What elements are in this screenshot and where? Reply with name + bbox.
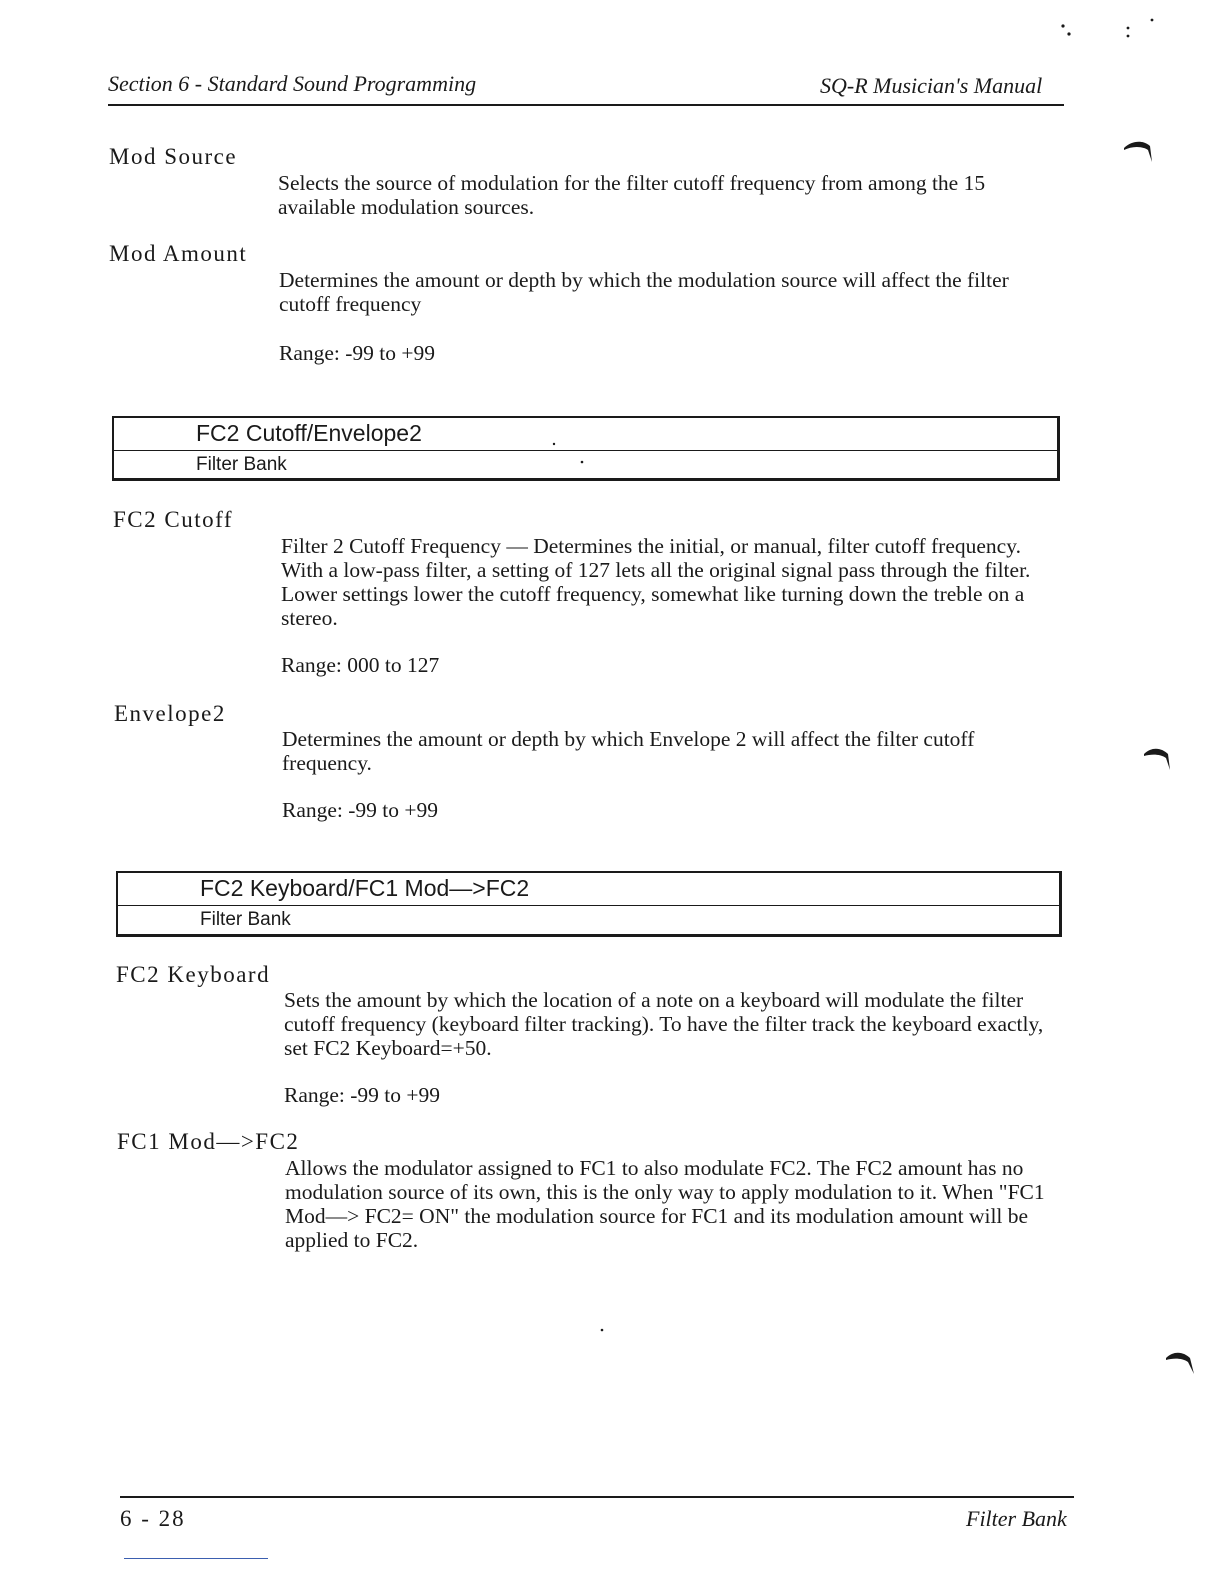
range-fc2-cutoff: Range: 000 to 127	[281, 653, 440, 677]
term-mod-amount: Mod Amount	[109, 241, 248, 266]
scan-speck-icon	[550, 440, 590, 470]
box-subtitle: Filter Bank	[196, 454, 287, 475]
footer-page-number: 6 - 28	[120, 1506, 186, 1531]
range-envelope2: Range: -99 to +99	[282, 798, 439, 822]
desc-envelope2: Determines the amount or depth by which Envelope 2 will affect the filter cutoff frequency.	[282, 727, 975, 775]
desc-fc1-mod-fc2: Allows the modulator assigned to FC1 to also modulate FC2. The FC2 amount has no modulation source of its own, this is the only way to apply modulation to it. When "FC1 Mod—> FC2= ON" the modulation source for FC1 and its modulation amount will be applied to FC2.	[285, 1156, 1045, 1252]
term-fc2-keyboard: FC2 Keyboard	[116, 962, 271, 987]
desc-fc2-keyboard: Sets the amount by which the location of a note on a keyboard will modulate the filter cutoff frequency (keyboard filter tracking). To have the filter track the keyboard exactly, set FC2 Keyboard=+50.	[284, 988, 1044, 1060]
term-envelope2: Envelope2	[114, 701, 226, 726]
scan-mark-icon	[1162, 1346, 1202, 1378]
box-title: FC2 Cutoff/Envelope2	[114, 418, 1057, 451]
scan-mark-icon	[1140, 742, 1180, 774]
desc-mod-amount: Determines the amount or depth by which the modulation source will affect the filter cutoff frequency	[279, 268, 1009, 316]
desc-mod-source: Selects the source of modulation for the filter cutoff frequency from among the 15 available modulation sources.	[278, 171, 986, 219]
term-fc2-cutoff: FC2 Cutoff	[113, 507, 234, 532]
scan-speck-icon	[598, 1326, 608, 1336]
term-mod-source: Mod Source	[109, 144, 238, 169]
header-manual-title: SQ-R Musician's Manual	[820, 73, 1043, 98]
desc-fc2-cutoff: Filter 2 Cutoff Frequency — Determines the initial, or manual, filter cutoff frequency. With a low-pass filter, a setting of 127 lets all the original signal pass through the filter. Lower settings lower the cutoff frequency, somewhat like turning down the treble on a stereo.	[281, 534, 1031, 630]
range-fc2-keyboard: Range: -99 to +99	[284, 1083, 441, 1107]
scan-mark-icon	[1120, 136, 1160, 168]
param-box-fc2-keyboard-fc1-mod	[116, 871, 1062, 937]
box-subtitle: Filter Bank	[200, 909, 291, 930]
header-rule	[108, 104, 1064, 106]
range-mod-amount: Range: -99 to +99	[279, 341, 436, 365]
term-fc1-mod-fc2: FC1 Mod—>FC2	[117, 1129, 300, 1154]
header-section-title: Section 6 - Standard Sound Programming	[108, 71, 477, 96]
box-title: FC2 Keyboard/FC1 Mod—>FC2	[118, 873, 1059, 906]
footer-rule	[120, 1496, 1074, 1498]
bottom-edge-line	[124, 1558, 268, 1559]
footer-section-name: Filter Bank	[966, 1506, 1067, 1531]
scan-speck-icon	[1055, 15, 1155, 45]
